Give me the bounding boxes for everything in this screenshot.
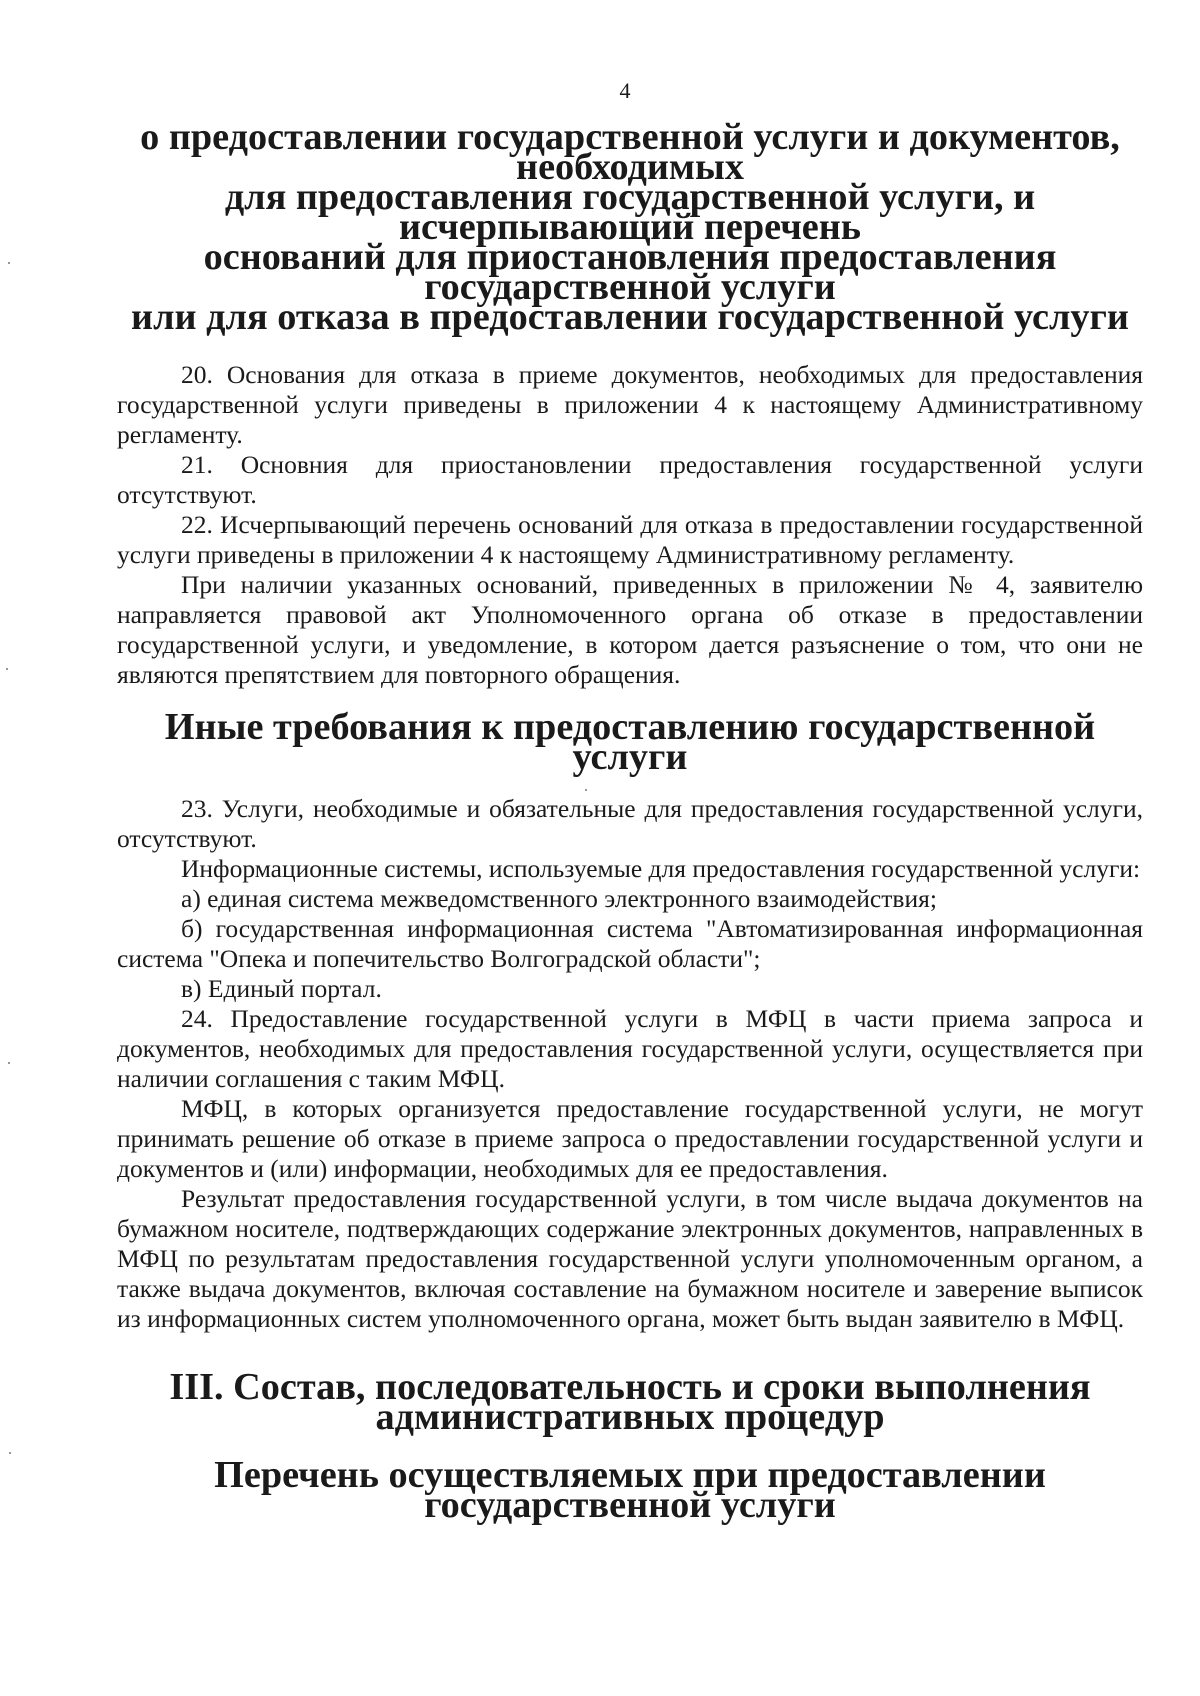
paragraph-22: 22. Исчерпывающий перечень оснований для отказа в предоставлении государственной услуги приведены в приложении 4 к настоящему Административному регламенту. [117, 510, 1143, 569]
scan-speck [9, 1452, 11, 1454]
heading-other-requirements: Иные требования к предоставлению государственной услуги [164, 706, 1096, 778]
heading-line: административных процедур [375, 1396, 885, 1438]
heading-line: для предоставления государственной услуги, и исчерпывающий перечень [224, 176, 1036, 248]
heading-grounds-refusal [117, 116, 1143, 338]
paragraph-info-systems: Информационные системы, используемые для предоставления государственной услуги: [181, 854, 1141, 883]
heading-procedures-list: Перечень осуществляемых при предоставлении государственной услуги [214, 1454, 1046, 1526]
heading-line: о предоставлении государственной услуги и документов, необходимых [140, 116, 1120, 188]
paragraph-24: 24. Предоставление государственной услуги в МФЦ в части приема запроса и документов, необходимых для предоставления государственной услуги, осуществляется при наличии соглашения с таким МФЦ. [117, 1004, 1143, 1093]
scan-speck [6, 668, 8, 670]
list-item-c: в) Единый портал. [181, 974, 382, 1003]
paragraph-20: 20. Основания для отказа в приеме документов, необходимых для предоставления государственной услуги приведены в приложении 4 к настоящему Административному регламенту. [117, 360, 1143, 449]
page-number: 4 [619, 78, 631, 103]
heading-line: III. Состав, последовательность и сроки выполнения [169, 1366, 1091, 1408]
section-heading-iii [117, 1366, 1143, 1438]
scan-speck [8, 262, 10, 264]
paragraph-mfc: МФЦ, в которых организуется предоставление государственной услуги, не могут принимать решение об отказе в приеме запроса о предоставлении государственной услуги и документов и (или) информации, необходимых для ее предоставления. [117, 1094, 1143, 1183]
scan-speck [585, 789, 587, 791]
list-item-b: б) государственная информационная система "Автоматизированная информационная система "Опека и попечительство Волгоградской области"; [117, 914, 1143, 973]
paragraph-21: 21. Основния для приостановлении предоставления государственной услуги отсутствуют. [117, 450, 1143, 509]
heading-line: или для отказа в предоставлении государственной услуги [131, 296, 1129, 338]
paragraph-result: Результат предоставления государственной услуги, в том числе выдача документов на бумажном носителе, подтверждающих содержание электронных документов, направленных в МФЦ по результатам предоставления государственной услуги уполномоченным органом, а также выдача документов, включая составление на бумажном носителе и заверение выписок из информационных систем уполномоченного органа, может быть выдан заявителю в МФЦ. [117, 1184, 1143, 1333]
heading-line: оснований для приостановления предоставления государственной услуги [203, 236, 1057, 308]
paragraph-22-notice: При наличии указанных оснований, приведенных в приложении № 4, заявителю направляется правовой акт Уполномоченного органа об отказе в предоставлении государственной услуги, и уведомление, в котором дается разъяснение о том, что они не являются препятствием для повторного обращения. [117, 570, 1143, 689]
scan-speck [8, 1062, 10, 1064]
paragraph-23: 23. Услуги, необходимые и обязательные для предоставления государственной услуги, отсутствуют. [117, 794, 1143, 853]
list-item-a: а) единая система межведомственного электронного взаимодействия; [181, 884, 937, 913]
document-body [117, 116, 1143, 1526]
